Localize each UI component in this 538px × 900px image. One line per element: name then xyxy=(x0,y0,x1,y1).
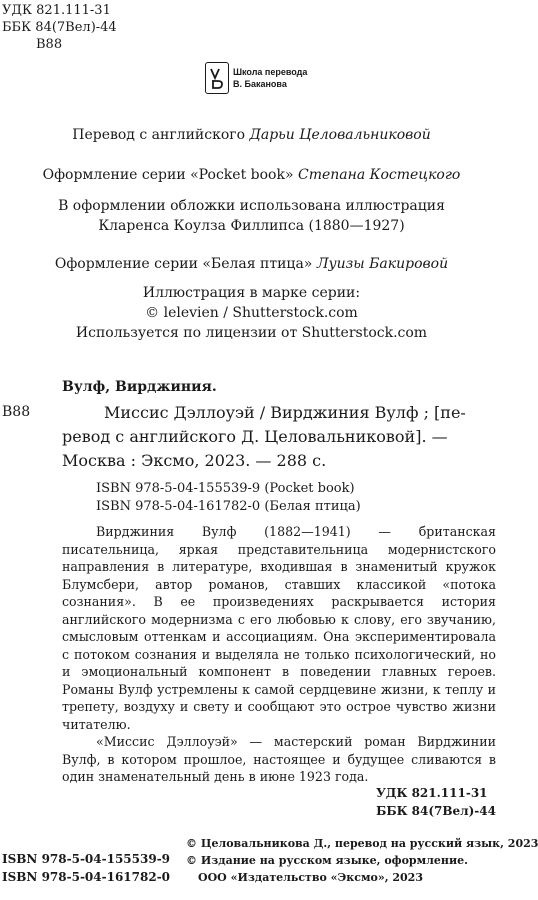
copyright-line-2: © Издание на русском языке, оформление. xyxy=(186,854,468,867)
title-description xyxy=(62,401,496,473)
annotation-paragraph-1: Вирджиния Вулф (1882—1941) — британская писательница, яркая представительница модернистского направления в литературе, входившая в знаменитый кружок Блумсбери, автор романов, ставших классикой «потока сознания». В ее произведениях раскрывается история английского модернизма с его любовью к слову, его звучанию, смысловым оттенкам и ассоциациям. Она экспериментировала с потоком сознания и выделяла не только психологический, но и эмоциональный компонент в поведении главных героев. Романы Вулф устремлены к самой сердцевине жизни, к теплу и трепету, воздуху и свету и сообщают это острое чувство жизни читателю. xyxy=(62,524,496,732)
isbn-white-bird: ISBN 978-5-04-161782-0 (Белая птица) xyxy=(96,499,361,514)
mark-illustration-line-1: Иллюстрация в марке серии: xyxy=(142,285,361,301)
white-bird-designer-name: Луизы Бакировой xyxy=(316,256,449,272)
cover-illustration-line-1: В оформлении обложки использована иллюстрация xyxy=(58,198,445,214)
annotation-paragraph-2: «Миссис Дэллоуэй» — мастерский роман Вирджинии Вулф, в котором прошлое, настоящее и будущее сливаются в один знаменательный день в июне 1923 года. xyxy=(62,734,496,784)
author-heading: Вулф, Вирджиния. xyxy=(62,379,217,395)
title-line-3: Москва : Эксмо, 2023. — 288 с. xyxy=(62,451,327,470)
copyright-line-3: ООО «Издательство «Эксмо», 2023 xyxy=(198,871,423,884)
logo-text xyxy=(233,66,307,90)
copyright-block xyxy=(186,835,538,886)
book-annotation xyxy=(62,523,496,786)
author-sign-code: В88 xyxy=(36,37,63,52)
translator-name: Дарьи Целовальниковой xyxy=(249,127,431,143)
school-logo-icon xyxy=(205,62,229,94)
title-line-1: Миссис Дэллоуэй / Вирджиния Вулф ; [пе- xyxy=(104,403,466,422)
translation-credit: Перевод с английского Дарьи Целовальниковой xyxy=(72,127,431,143)
footer-isbn-list xyxy=(2,850,170,886)
footer-bbk: ББК 84(7Вел)-44 xyxy=(376,804,496,818)
footer-classification xyxy=(376,784,496,820)
udk-code: УДК 821.111-31 xyxy=(2,3,111,18)
isbn-list xyxy=(96,480,361,516)
cover-illustration-line-2: Кларенса Коулза Филлипса (1880—1927) xyxy=(98,218,405,234)
white-bird-series-credit: Оформление серии «Белая птица» Луизы Бакировой xyxy=(54,256,449,272)
pocket-designer-name: Степана Костецкого xyxy=(297,167,461,183)
mark-illustration-line-2: © lelevien / Shutterstock.com xyxy=(145,305,358,321)
pocket-series-credit: Оформление серии «Pocket book» Степана Костецкого xyxy=(42,167,461,183)
footer-isbn-1: ISBN 978-5-04-155539-9 xyxy=(2,852,171,866)
isbn-pocket-book: ISBN 978-5-04-155539-9 (Pocket book) xyxy=(96,481,355,496)
footer-isbn-2: ISBN 978-5-04-161782-0 xyxy=(2,870,171,884)
copyright-line-1: © Целовальникова Д., перевод на русский язык, 2023 xyxy=(186,837,538,850)
bibliographic-code: В88 xyxy=(2,404,31,420)
bbk-code: ББК 84(7Вел)-44 xyxy=(2,20,117,35)
logo-line-2: В. Баканова xyxy=(233,79,287,89)
mark-illustration-line-3: Используется по лицензии от Shutterstock.com xyxy=(75,325,428,341)
title-line-2: ревод с английского Д. Целовальниковой]. — xyxy=(62,427,448,446)
footer-udk: УДК 821.111-31 xyxy=(376,786,488,800)
logo-line-1: Школа перевода xyxy=(233,67,308,77)
